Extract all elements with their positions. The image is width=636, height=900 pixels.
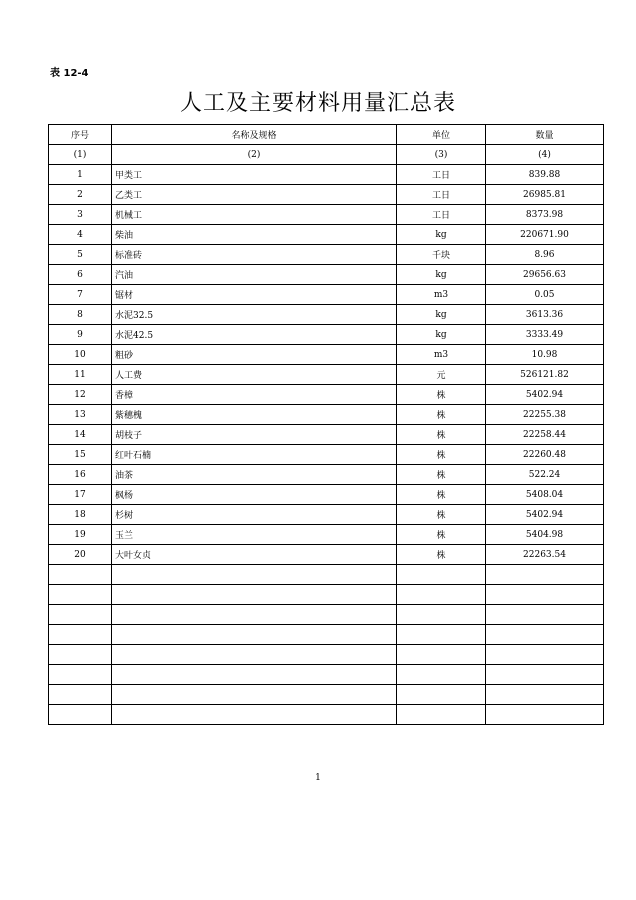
cell-index: 12	[49, 385, 112, 405]
table-row	[49, 205, 604, 225]
blank-cell	[397, 565, 486, 585]
blank-cell	[486, 645, 604, 665]
cell-quantity: 22263.54	[486, 545, 604, 565]
blank-cell	[486, 565, 604, 585]
cell-unit: 工日	[397, 185, 486, 205]
header-quantity: 数量	[486, 125, 604, 145]
blank-row	[49, 585, 604, 605]
table-row	[49, 525, 604, 545]
cell-index: 4	[49, 225, 112, 245]
blank-cell	[397, 645, 486, 665]
header-row	[49, 125, 604, 145]
blank-row	[49, 705, 604, 725]
cell-name: 紫穗槐	[112, 405, 397, 425]
cell-quantity: 29656.63	[486, 265, 604, 285]
cell-unit: 株	[397, 505, 486, 525]
blank-cell	[112, 585, 397, 605]
blank-cell	[112, 665, 397, 685]
cell-quantity: 26985.81	[486, 185, 604, 205]
blank-cell	[112, 605, 397, 625]
blank-cell	[397, 605, 486, 625]
page-number: 1	[315, 773, 321, 783]
cell-index: 11	[49, 365, 112, 385]
blank-cell	[49, 585, 112, 605]
cell-unit: 株	[397, 525, 486, 545]
cell-quantity: 522.24	[486, 465, 604, 485]
cell-index: 8	[49, 305, 112, 325]
table-row	[49, 385, 604, 405]
cell-index: 13	[49, 405, 112, 425]
blank-cell	[49, 565, 112, 585]
cell-name: 甲类工	[112, 165, 397, 185]
blank-cell	[49, 685, 112, 705]
cell-name: 锯材	[112, 285, 397, 305]
table-row	[49, 225, 604, 245]
cell-index: 2	[49, 185, 112, 205]
blank-cell	[486, 665, 604, 685]
cell-index: 20	[49, 545, 112, 565]
blank-row	[49, 565, 604, 585]
blank-cell	[486, 685, 604, 705]
blank-cell	[112, 685, 397, 705]
cell-name: 胡枝子	[112, 425, 397, 445]
cell-name: 香樟	[112, 385, 397, 405]
cell-name: 标准砖	[112, 245, 397, 265]
blank-cell	[397, 665, 486, 685]
cell-index: 9	[49, 325, 112, 345]
cell-name: 杉树	[112, 505, 397, 525]
blank-cell	[49, 645, 112, 665]
blank-row	[49, 625, 604, 645]
table-row	[49, 245, 604, 265]
cell-name: 水泥32.5	[112, 305, 397, 325]
cell-quantity: 5402.94	[486, 385, 604, 405]
table-row	[49, 185, 604, 205]
cell-unit: 株	[397, 545, 486, 565]
page-title: 人工及主要材料用量汇总表	[179, 91, 456, 116]
blank-cell	[49, 705, 112, 725]
cell-unit: 元	[397, 365, 486, 385]
cell-name: 油茶	[112, 465, 397, 485]
table-row	[49, 505, 604, 525]
cell-quantity: 22255.38	[486, 405, 604, 425]
cell-index: 7	[49, 285, 112, 305]
cell-quantity: 5408.04	[486, 485, 604, 505]
cell-unit: 株	[397, 465, 486, 485]
blank-cell	[486, 625, 604, 645]
cell-unit: 株	[397, 485, 486, 505]
blank-cell	[112, 565, 397, 585]
cell-unit: 株	[397, 405, 486, 425]
blank-row	[49, 685, 604, 705]
cell-name: 柴油	[112, 225, 397, 245]
cell-name: 机械工	[112, 205, 397, 225]
subheader-index: (1)	[49, 145, 112, 165]
cell-index: 3	[49, 205, 112, 225]
cell-quantity: 10.98	[486, 345, 604, 365]
cell-name: 红叶石楠	[112, 445, 397, 465]
table-row	[49, 445, 604, 465]
table-row	[49, 545, 604, 565]
cell-unit: kg	[397, 225, 486, 245]
cell-unit: m3	[397, 345, 486, 365]
blank-cell	[49, 665, 112, 685]
cell-index: 14	[49, 425, 112, 445]
cell-index: 16	[49, 465, 112, 485]
table-body	[49, 165, 604, 725]
cell-name: 汽油	[112, 265, 397, 285]
header-index: 序号	[49, 125, 112, 145]
blank-cell	[397, 585, 486, 605]
cell-unit: 工日	[397, 205, 486, 225]
table-row	[49, 305, 604, 325]
blank-row	[49, 605, 604, 625]
blank-cell	[486, 705, 604, 725]
cell-quantity: 5404.98	[486, 525, 604, 545]
cell-index: 15	[49, 445, 112, 465]
materials-summary-table	[48, 124, 604, 725]
table-row	[49, 285, 604, 305]
cell-unit: 株	[397, 425, 486, 445]
cell-unit: m3	[397, 285, 486, 305]
cell-name: 大叶女贞	[112, 545, 397, 565]
table-row	[49, 485, 604, 505]
table-row	[49, 265, 604, 285]
table-row	[49, 345, 604, 365]
subheader-quantity: (4)	[486, 145, 604, 165]
cell-quantity: 8.96	[486, 245, 604, 265]
cell-index: 19	[49, 525, 112, 545]
blank-row	[49, 665, 604, 685]
cell-quantity: 0.05	[486, 285, 604, 305]
cell-index: 10	[49, 345, 112, 365]
cell-unit: kg	[397, 325, 486, 345]
cell-index: 5	[49, 245, 112, 265]
blank-cell	[112, 645, 397, 665]
header-name: 名称及规格	[112, 125, 397, 145]
table-row	[49, 425, 604, 445]
cell-unit: kg	[397, 265, 486, 285]
header-unit: 单位	[397, 125, 486, 145]
cell-name: 水泥42.5	[112, 325, 397, 345]
cell-index: 18	[49, 505, 112, 525]
blank-cell	[112, 625, 397, 645]
blank-cell	[486, 605, 604, 625]
cell-name: 粗砂	[112, 345, 397, 365]
table-label: 表 12-4	[50, 68, 89, 79]
table-row	[49, 365, 604, 385]
cell-unit: 株	[397, 445, 486, 465]
blank-cell	[112, 705, 397, 725]
cell-name: 玉兰	[112, 525, 397, 545]
subheader-name: (2)	[112, 145, 397, 165]
table-row	[49, 465, 604, 485]
subheader-row	[49, 145, 604, 165]
cell-quantity: 22258.44	[486, 425, 604, 445]
cell-name: 人工费	[112, 365, 397, 385]
cell-unit: 千块	[397, 245, 486, 265]
cell-quantity: 5402.94	[486, 505, 604, 525]
cell-index: 6	[49, 265, 112, 285]
cell-unit: kg	[397, 305, 486, 325]
cell-quantity: 22260.48	[486, 445, 604, 465]
blank-cell	[486, 585, 604, 605]
blank-cell	[397, 685, 486, 705]
cell-name: 枫杨	[112, 485, 397, 505]
cell-unit: 工日	[397, 165, 486, 185]
cell-quantity: 526121.82	[486, 365, 604, 385]
blank-cell	[49, 625, 112, 645]
table-row	[49, 405, 604, 425]
cell-quantity: 8373.98	[486, 205, 604, 225]
cell-index: 1	[49, 165, 112, 185]
cell-quantity: 839.88	[486, 165, 604, 185]
cell-quantity: 220671.90	[486, 225, 604, 245]
subheader-unit: (3)	[397, 145, 486, 165]
blank-row	[49, 645, 604, 665]
cell-index: 17	[49, 485, 112, 505]
cell-quantity: 3613.36	[486, 305, 604, 325]
table-row	[49, 165, 604, 185]
table-row	[49, 325, 604, 345]
blank-cell	[397, 625, 486, 645]
cell-name: 乙类工	[112, 185, 397, 205]
blank-cell	[49, 605, 112, 625]
cell-quantity: 3333.49	[486, 325, 604, 345]
cell-unit: 株	[397, 385, 486, 405]
blank-cell	[397, 705, 486, 725]
